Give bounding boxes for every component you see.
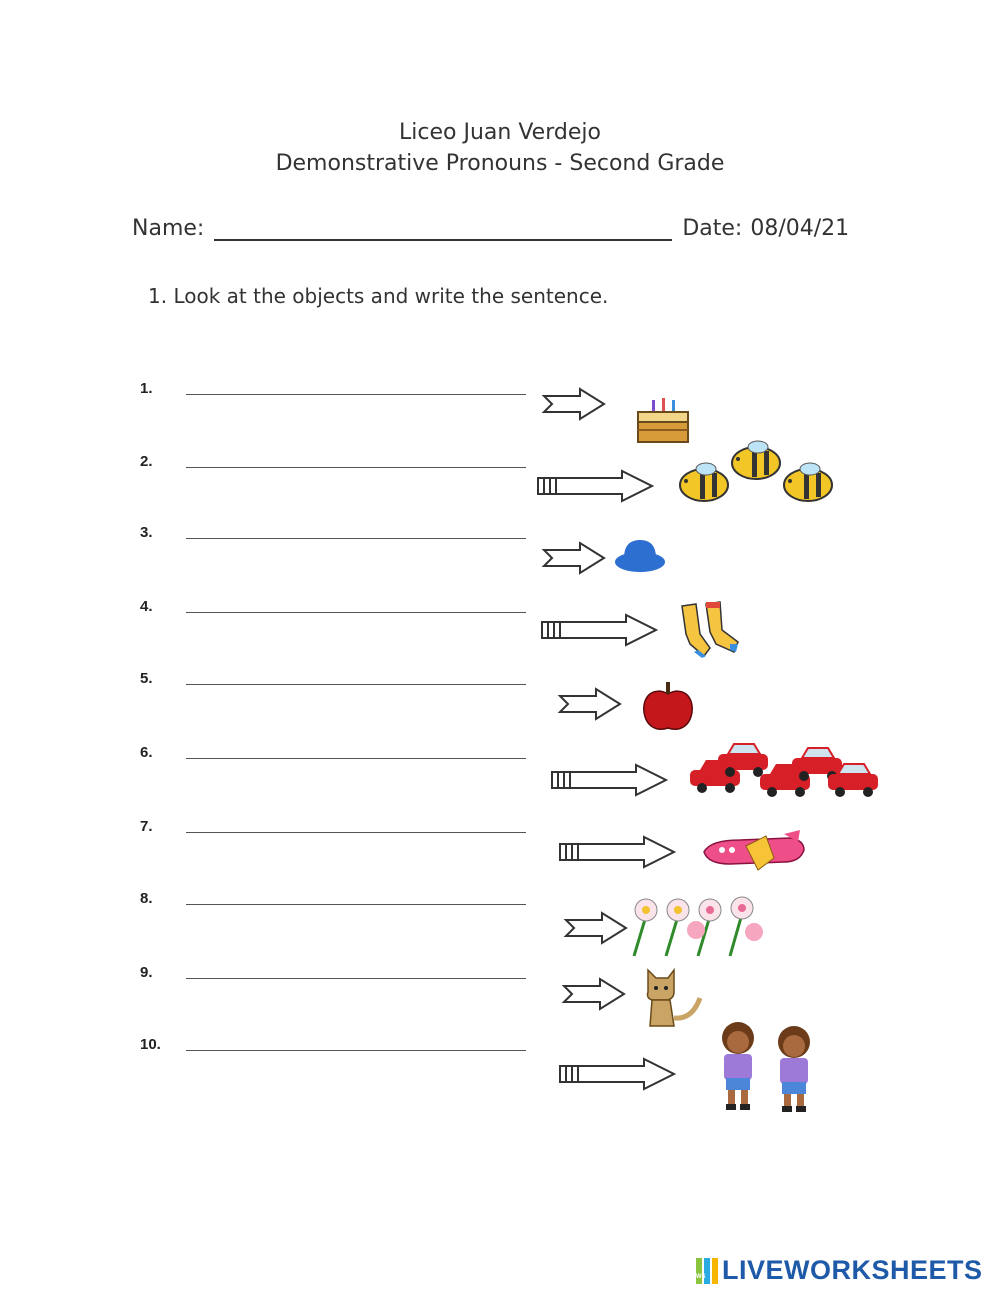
exercise-row xyxy=(0,378,1000,458)
hat-icon xyxy=(612,536,666,576)
arrow-far-icon xyxy=(540,612,660,648)
answer-field-7[interactable] xyxy=(186,820,526,833)
date-label: Date: xyxy=(682,216,743,241)
item-number: 3. xyxy=(140,524,153,541)
exercise-row xyxy=(0,1036,1000,1116)
exercise-row xyxy=(0,818,1000,898)
answer-field-6[interactable] xyxy=(186,746,526,759)
worksheet-subject: Demonstrative Pronouns - Second Grade xyxy=(275,151,725,176)
exercise-row xyxy=(0,524,1000,604)
airplane-icon xyxy=(700,828,808,872)
answer-field-1[interactable] xyxy=(186,382,526,395)
arrow-far-icon xyxy=(558,834,678,870)
answer-field-5[interactable] xyxy=(186,672,526,685)
flowers-icon xyxy=(626,898,770,958)
name-label: Name: xyxy=(132,216,205,241)
cat-icon xyxy=(644,966,706,1028)
socks-icon xyxy=(676,600,746,660)
date-value: 08/04/21 xyxy=(750,216,850,241)
answer-field-3[interactable] xyxy=(186,526,526,539)
instruction: 1. Look at the objects and write the sentence. xyxy=(148,284,609,308)
exercise-row xyxy=(0,670,1000,750)
brand-name: LIVEWORKSHEETS xyxy=(722,1255,983,1285)
arrow-near-icon xyxy=(558,686,622,722)
item-number: 10. xyxy=(140,1036,161,1053)
item-number: 1. xyxy=(140,380,153,397)
liveworksheets-logo-icon xyxy=(692,1258,718,1284)
item-number: 9. xyxy=(140,964,153,981)
answer-field-9[interactable] xyxy=(186,966,526,979)
arrow-far-icon xyxy=(558,1056,678,1092)
children-icon xyxy=(708,1020,832,1112)
item-number: 7. xyxy=(140,818,153,835)
item-number: 4. xyxy=(140,598,153,615)
item-number: 8. xyxy=(140,890,153,907)
answer-field-4[interactable] xyxy=(186,600,526,613)
answer-field-8[interactable] xyxy=(186,892,526,905)
answer-field-2[interactable] xyxy=(186,455,526,468)
school-name: Liceo Juan Verdejo xyxy=(399,120,601,145)
exercise-row xyxy=(0,453,1000,533)
item-number: 2. xyxy=(140,453,153,470)
arrow-near-icon xyxy=(542,386,606,422)
answer-field-10[interactable] xyxy=(186,1038,526,1051)
bees-icon xyxy=(676,445,838,511)
arrow-near-icon xyxy=(542,540,606,576)
arrow-near-icon xyxy=(564,910,628,946)
svg-text:LWS: LWS xyxy=(692,1273,706,1280)
exercise-row xyxy=(0,964,1000,1044)
liveworksheets-brand[interactable] xyxy=(692,1255,983,1286)
exercise-row xyxy=(0,744,1000,824)
name-field[interactable] xyxy=(214,217,672,241)
apple-icon xyxy=(640,680,696,734)
cars-icon xyxy=(688,740,884,808)
arrow-far-icon xyxy=(536,468,656,504)
item-number: 6. xyxy=(140,744,153,761)
exercise-row xyxy=(0,598,1000,678)
name-date-row xyxy=(132,216,872,241)
arrow-far-icon xyxy=(550,762,670,798)
item-number: 5. xyxy=(140,670,153,687)
cake-icon xyxy=(634,396,692,446)
arrow-near-icon xyxy=(562,976,626,1012)
exercise-row xyxy=(0,890,1000,970)
